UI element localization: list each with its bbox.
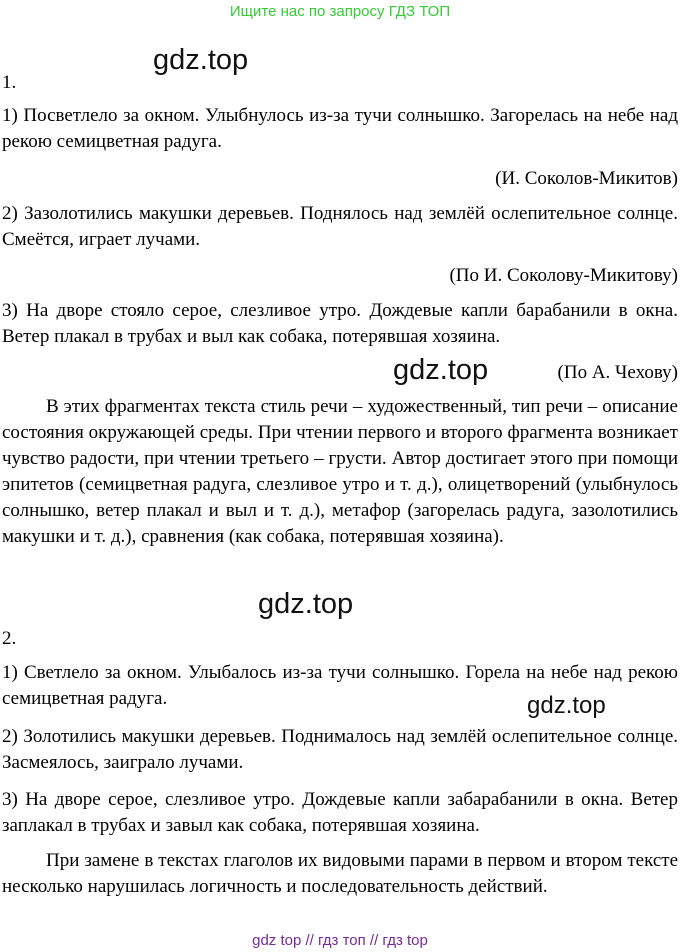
excerpt-2-author: (По И. Соколову-Микитову) <box>449 265 678 286</box>
excerpt-1-text: 1) Посветлело за окном. Улыбнулось из-за тучи солнышко. Загорелась на небе над рекою семицветная радуга. <box>2 105 678 152</box>
watermark-logo: gdz.top <box>153 44 249 76</box>
excerpt-3-author: (По А. Чехову) <box>557 362 678 383</box>
section-number-2: 2. <box>2 628 17 649</box>
rewrite-item-3: 3) На дворе серое, слезливое утро. Дождевые капли забарабанили в окна. Ветер заплакал в трубах и завыл как собака, потерявшая хозяина. <box>2 789 678 836</box>
analysis-paragraph: В этих фрагментах текста стиль речи – художественный, тип речи – описание состояния окружающей среды. При чтении первого и второго фрагмента возникает чувство радости, при чтении третьего – грусти. Автор достигает этого при помощи эпитетов (семицветная радуга, слезливое утро и т. д.), олицетворений (улыбнулось солнышко, ветер плакал и выл и т. д.), метафор (загорелась радуга, зазолотились макушки и т. д.), сравнения (как собака, потерявшая хозяина). <box>2 396 678 547</box>
search-banner[interactable]: Ищите нас по запросу ГДЗ ТОП <box>229 3 451 20</box>
watermark-logo: gdz.top <box>258 588 354 620</box>
excerpt-2-text: 2) Зазолотились макушки деревьев. Поднялось над землёй ослепительное солнце. Смеётся, играет лучами. <box>2 203 678 250</box>
rewrite-item-1: 1) Светлело за окном. Улыбалось из-за тучи солнышко. Горела на небе над рекою семицветная радуга. <box>2 662 678 709</box>
excerpt-3-text: 3) На дворе стояло серое, слезливое утро. Дождевые капли барабанили в окна. Ветер плакал в трубах и выл как собака, потерявшая хозяина. <box>2 300 678 347</box>
rewrite-item-2: 2) Золотились макушки деревьев. Поднималось над землёй ослепительное солнце. Засмеялось, заиграло лучами. <box>2 726 678 773</box>
conclusion-paragraph: При замене в текстах глаголов их видовыми парами в первом и втором тексте несколько нарушилась логичность и последовательность действий. <box>2 850 678 897</box>
watermark-logo: gdz.top <box>527 692 606 719</box>
watermark-logo: gdz.top <box>393 354 489 386</box>
excerpt-1-author: (И. Соколов-Микитов) <box>495 168 678 189</box>
footer-links[interactable]: gdz top // гдз топ // гдз top <box>252 932 428 949</box>
section-number-1: 1. <box>2 72 17 93</box>
